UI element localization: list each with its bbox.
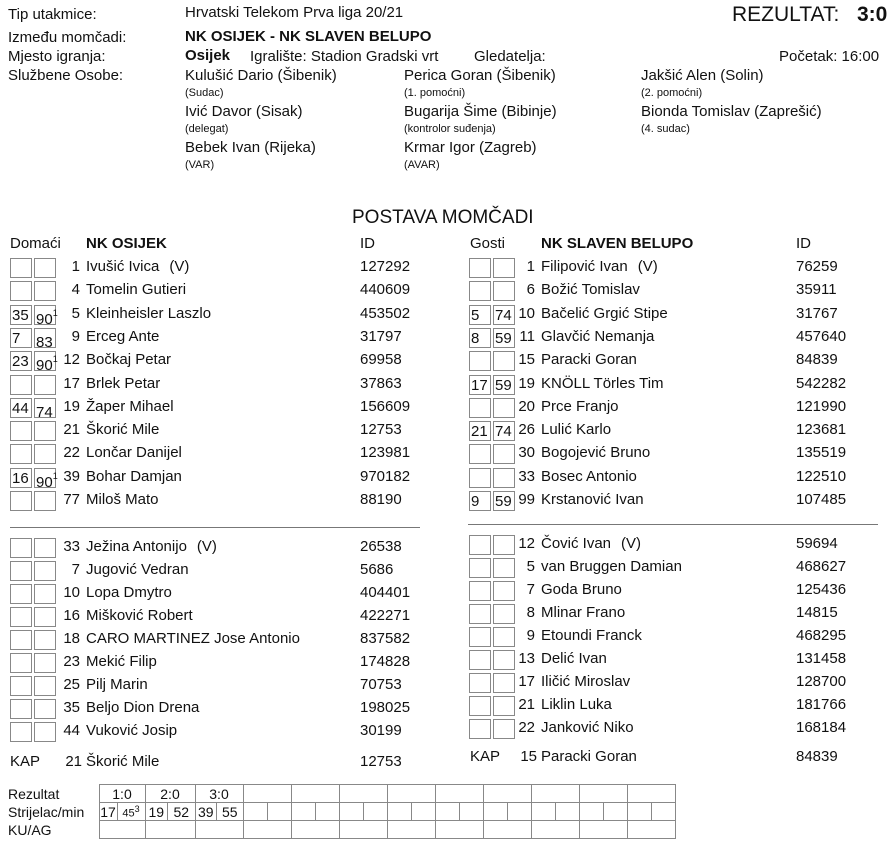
player-number: 33 [63,538,80,555]
lineup-title: POSTAVA MOMČADI [352,207,534,228]
player-id: 422271 [360,607,411,624]
official-name: Bebek Ivan (Rijeka) [185,139,316,156]
player-id: 542282 [796,374,847,392]
away-captain-number: 15 [520,748,537,765]
player-name: Goda Bruno [541,581,622,598]
result-cell: 2:0 [145,785,195,803]
official-role: (4. sudac) [641,123,690,135]
player-number: 99 [518,491,535,508]
player-number: 1 [526,258,535,275]
player-number: 7 [71,561,80,578]
player-name: Mlinar Frano [541,604,626,621]
player-number: 30 [518,444,535,462]
player-name: Bočkaj Petar [86,351,172,369]
scorer-row-label: Strijelac/min [8,803,85,820]
official-role: (Sudac) [185,87,224,99]
sub-in-box [10,375,32,395]
away-side-label: Gosti [470,235,506,252]
player-name: Vuković Josip [86,722,178,739]
player-name: Božić Tomislav [541,281,640,299]
official-name: Kulušić Dario (Šibenik) [185,67,337,84]
player-name: van Bruggen Damian [541,558,682,575]
player-name: Ivušić Ivica (V) [86,258,190,275]
away-captain-label: KAP [470,748,501,765]
player-name: Mišković Robert [86,607,193,624]
player-number: 18 [63,630,80,647]
official-role: (2. pomoćni) [641,87,703,99]
home-divider [10,527,420,528]
player-number: 7 [526,581,535,598]
venue-label: Mjesto igranja: [8,48,106,65]
player-name: Lončar Danijel [86,444,182,462]
official-role: (VAR) [185,159,215,171]
player-number: 25 [63,676,80,693]
player-number: 77 [63,491,80,508]
player-id: 125436 [796,581,847,598]
attendance-label: Gledatelja: [474,48,546,65]
official-name: Ivić Davor (Sisak) [185,103,303,120]
player-number: 8 [526,604,535,621]
player-number: 23 [63,653,80,670]
sub-in-box [10,444,32,464]
match-teams: NK OSIJEK - NK SLAVEN BELUPO [185,28,432,45]
player-number: 20 [518,397,535,415]
result-cell: 3:0 [195,785,243,803]
player-name: Lulić Karlo [541,421,612,439]
sub-in-box [469,558,491,578]
home-captain-number: 21 [65,753,82,770]
sub-out-box: 59 [493,491,515,511]
sub-out-box: 74 [493,305,515,325]
player-name: Liklin Luka [541,696,612,713]
player-id: 107485 [796,491,847,508]
player-id: 31797 [360,327,402,345]
kuag-row-label: KU/AG [8,821,52,838]
player-number: 16 [63,607,80,624]
sub-in-box: 7 [10,328,32,348]
player-name: Prce Franjo [541,397,619,415]
sub-in-box [469,673,491,693]
sub-out-box: 74 [493,421,515,441]
player-number: 17 [63,374,80,392]
goalkeeper-marker: (V) [169,258,190,275]
sub-in-box: 9 [469,491,491,511]
player-number: 26 [518,421,535,439]
player-number: 15 [518,351,535,369]
player-id: 76259 [796,258,838,275]
scorer-number: 17 [100,803,116,820]
player-name: Tomelin Gutieri [86,281,187,299]
player-id: 181766 [796,696,847,713]
player-id: 31767 [796,304,838,322]
player-id: 198025 [360,699,411,716]
away-divider [468,524,878,525]
player-id: 128700 [796,673,847,690]
player-number: 9 [71,327,80,345]
home-captain-id: 12753 [360,753,402,770]
sub-in-box [469,581,491,601]
scorer-row [6,803,675,821]
player-number: 6 [526,281,535,299]
player-name: Bohar Damjan [86,467,182,485]
player-number: 5 [526,558,535,575]
player-id: 123981 [360,444,411,462]
tip-label: Tip utakmice: [8,6,97,23]
player-name: Glavčić Nemanja [541,327,655,345]
kickoff-time: Početak: 16:00 [779,48,880,65]
sub-in-box [10,722,32,742]
player-number: 19 [63,397,80,415]
player-name: Bogojević Bruno [541,444,651,462]
player-id: 88190 [360,491,402,508]
player-id: 970182 [360,467,411,485]
result-row [6,785,675,803]
player-name: Krstanović Ivan [541,491,644,508]
player-name: Pilj Marin [86,676,148,693]
player-id: 457640 [796,327,847,345]
competition-name: Hrvatski Telekom Prva liga 20/21 [185,4,404,21]
sub-in-box: 5 [469,305,491,325]
sub-in-box [469,627,491,647]
player-id: 440609 [360,281,411,299]
player-id: 84839 [796,351,838,369]
player-id: 127292 [360,258,411,275]
away-id-header: ID [796,235,811,252]
sub-in-box [10,630,32,650]
player-id: 69958 [360,351,402,369]
scorer-number: 39 [195,803,217,821]
sub-in-box [10,607,32,627]
sub-in-box: 23 [10,351,32,371]
player-id: 156609 [360,397,411,415]
player-name: Etoundi Franck [541,627,642,644]
away-captain-id: 84839 [796,748,838,765]
away-captain-name: Paracki Goran [541,748,637,765]
sub-in-box [10,538,32,558]
sub-in-box [10,584,32,604]
player-name: Kleinheisler Laszlo [86,304,212,322]
sub-out-box: 74 [34,398,56,418]
sub-in-box [469,719,491,739]
sub-in-box [10,561,32,581]
player-id: 122510 [796,467,847,485]
player-name: Beljo Dion Drena [86,699,200,716]
goalkeeper-marker: (V) [637,258,658,275]
official-role: (AVAR) [404,159,440,171]
player-number: 21 [63,421,80,439]
sub-in-box [10,676,32,696]
scorer-minute: 55 [217,803,243,821]
player-id: 453502 [360,304,411,322]
sub-in-box: 21 [469,421,491,441]
stadium: Igralište: Stadion Gradski vrt [250,48,439,65]
player-name: Brlek Petar [86,374,161,392]
player-name: Lopa Dmytro [86,584,172,601]
scorer-number: 19 [145,803,168,821]
sub-in-box [469,398,491,418]
player-id: 5686 [360,561,394,578]
player-number: 10 [518,304,535,322]
player-name: Bosec Antonio [541,467,637,485]
player-id: 12753 [360,421,402,439]
sub-in-box: 17 [469,375,491,395]
sub-in-box: 16 [10,468,32,488]
sub-in-box: 8 [469,328,491,348]
official-name: Jakšić Alen (Solin) [641,67,764,84]
player-id: 70753 [360,676,402,693]
sub-out-box: $90^1$ [34,351,56,371]
player-number: 19 [518,374,535,392]
sub-in-box [469,535,491,555]
result-label: REZULTAT: [732,3,840,26]
sub-in-box [469,696,491,716]
player-name: Miloš Mato [86,491,159,508]
player-id: 135519 [796,444,847,462]
sub-in-box: 44 [10,398,32,418]
official-role: (kontrolor suđenja) [404,123,496,135]
sub-in-box [10,281,32,301]
player-number: 22 [518,719,535,736]
official-name: Krmar Igor (Zagreb) [404,139,537,156]
goalkeeper-marker: (V) [621,535,642,552]
player-name: Mekić Filip [86,653,157,670]
player-name: Jugović Vedran [86,561,189,578]
player-name: Čović Ivan (V) [541,535,642,552]
goalkeeper-marker: (V) [196,538,217,555]
player-id: 468627 [796,558,847,575]
sub-in-box [10,421,32,441]
player-number: 9 [526,627,535,644]
player-number: 22 [63,444,80,462]
player-number: 5 [71,304,80,322]
sub-in-box [469,281,491,301]
sub-in-box: 35 [10,305,32,325]
sub-in-box [10,699,32,719]
player-number: 17 [518,673,535,690]
player-id: 121990 [796,397,847,415]
player-name: Škorić Mile [86,421,160,439]
player-number: 1 [71,258,80,275]
home-captain-label: KAP [10,753,41,770]
sub-out-box: 59 [493,328,515,348]
player-name: Janković Niko [541,719,634,736]
player-id: 131458 [796,650,847,667]
player-id: 123681 [796,421,847,439]
sub-in-box [469,444,491,464]
away-team-name: NK SLAVEN BELUPO [541,235,694,252]
player-id: 26538 [360,538,402,555]
player-number: 35 [63,699,80,716]
player-name: Erceg Ante [86,327,160,345]
official-role: (1. pomoćni) [404,87,466,99]
player-number: 21 [518,696,535,713]
player-id: 37863 [360,374,402,392]
home-id-header: ID [360,235,375,252]
player-number: 39 [63,467,80,485]
player-number: 33 [518,467,535,485]
player-name: Paracki Goran [541,351,637,369]
player-name: Filipović Ivan (V) [541,258,658,275]
sub-out-box: 83 [34,328,56,348]
scorer-minute: $45^3$ [117,803,145,821]
official-name: Perica Goran (Šibenik) [404,67,556,84]
player-id: 837582 [360,630,411,647]
sub-in-box [10,258,32,278]
kuag-row [6,821,675,839]
player-number: 13 [518,650,535,667]
sub-out-box: $90^1$ [34,468,56,488]
player-id: 404401 [360,584,411,601]
sub-in-box [469,468,491,488]
player-name: KNÖLL Törles Tim [541,374,664,392]
player-number: 12 [518,535,535,552]
player-id: 30199 [360,722,402,739]
player-name: Ježina Antonijo (V) [86,538,217,555]
result-cell: 1:0 [99,785,145,803]
official-name: Bugarija Šime (Bibinje) [404,103,557,120]
scorer-minute: 52 [168,803,196,821]
player-number: 44 [63,722,80,739]
between-label: Između momčadi: [8,29,127,46]
sub-in-box [469,258,491,278]
sub-in-box [469,650,491,670]
player-name: Bačelić Grgić Stipe [541,304,668,322]
player-number: 11 [519,327,535,345]
player-id: 468295 [796,627,847,644]
player-id: 174828 [360,653,411,670]
player-id: 59694 [796,535,838,552]
sub-out-box: 59 [493,375,515,395]
officials-label: Službene Osobe: [8,67,124,84]
player-id: 14815 [796,604,838,621]
player-id: 168184 [796,719,847,736]
sub-in-box [10,491,32,511]
player-number: 10 [63,584,80,601]
score-table [6,784,676,839]
home-side-label: Domaći [10,235,61,252]
player-name: Delić Ivan [541,650,607,667]
result-row-label: Rezultat [8,785,60,802]
home-captain-name: Škorić Mile [86,753,160,770]
sub-out-box: $90^1$ [34,305,56,325]
official-name: Bionda Tomislav (Zaprešić) [641,103,822,120]
sub-in-box [469,351,491,371]
player-id: 35911 [796,281,837,299]
sub-in-box [10,653,32,673]
player-number: 12 [63,351,80,369]
home-team-name: NK OSIJEK [86,235,167,252]
venue-city: Osijek [185,47,231,64]
result-value: 3:0 [857,3,888,26]
player-name: CARO MARTINEZ Jose Antonio [86,630,300,647]
official-role: (delegat) [185,123,229,135]
player-name: Žaper Mihael [86,397,174,415]
player-number: 4 [71,281,80,299]
player-name: Iličić Miroslav [541,673,631,690]
sub-in-box [469,604,491,624]
